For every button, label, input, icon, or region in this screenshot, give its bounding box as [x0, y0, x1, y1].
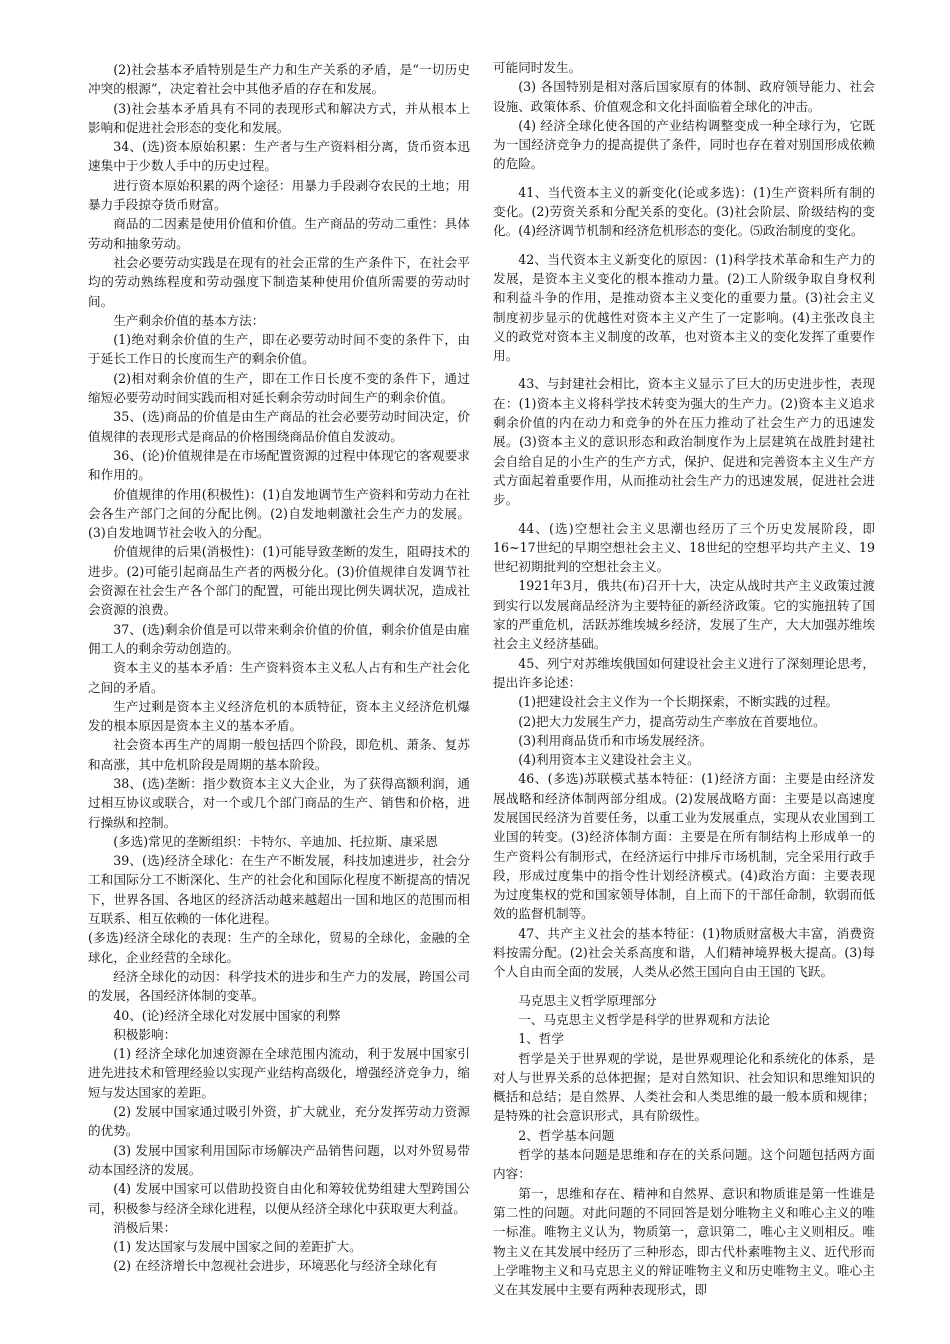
- section-heading: 马克思主义哲学原理部分: [518, 992, 657, 1008]
- paragraph: 商品的二因素是使用价值和价值。生产商品的劳动二重性：具体劳动和抽象劳动。: [88, 216, 470, 251]
- paragraph: 经济全球化的动因：科学技术的进步和生产力的发展，跨国公司的发展，各国经济体制的变革。: [88, 968, 470, 1004]
- paragraph: 社会资本再生产的周期一般包括四个阶段，即危机、萧条、复苏和高涨，其中危机阶段是周期的基本阶段。: [88, 737, 470, 772]
- paragraph: (多选)经济全球化的表现：生产的全球化，贸易的全球化，金融的全球化，企业经营的全球化。: [88, 930, 470, 965]
- paragraph: (1)绝对剩余价值的生产，即在必要劳动时间不变的条件下，由于延长工作日的长度而生产的剩余价值。: [88, 332, 470, 367]
- paragraph: 41、当代资本主义的新变化(论或多选)：(1)生产资料所有制的变化。(2)劳资关系和分配关系的变化。(3)社会阶层、阶级结构的变化。(4)经济调节机制和经济危机形态的变化。⑸政治制度的变化。: [493, 184, 875, 239]
- paragraph: 42、当代资本主义新变化的原因：(1)科学技术革命和生产力的发展，是资本主义变化的根本推动力量。(2)工人阶级争取自身权利和利益斗争的作用，是推动资本主义变化的重要力量。(3)社会主义制度初步显示的优越性对资本主义产生了一定影响。(4)主张改良主义的政党对资本主义制度的改革，也对资本主义的变化发挥了重要作用。: [493, 251, 875, 364]
- paragraph: 第一，思维和存在、精神和自然界、意识和物质谁是第一性谁是第二性的问题。对此问题的不同回答是划分唯物主义和唯心主义的唯一标准。唯物主义认为，物质第一，意识第二，唯心主义则相反。唯物主义在其发展中经历了三种形态，即古代朴素唯物主义、近代形而上学唯物主义和马克思主义的辩证唯物主义和历史唯物主义。唯心主义在其发展中主要有两种表现形式，即: [493, 1185, 875, 1298]
- left-column: [88, 60, 470, 1276]
- paragraph: 消极后果：: [113, 1219, 177, 1235]
- paragraph: 38、(选)垄断：指少数资本主义大企业，为了获得高额利润，通过相互协议或联合，对一个或几个部门商品的生产、销售和价格，进行操纵和控制。: [88, 775, 470, 830]
- paragraph: (4)利用资本主义建设社会主义。: [518, 752, 700, 768]
- paragraph: (3) 发展中国家利用国际市场解决产品销售问题，以对外贸易带动本国经济的发展。: [88, 1142, 470, 1177]
- paragraph: 生产过剩是资本主义经济危机的本质特征，资本主义经济危机爆发的根本原因是资本主义的基本矛盾。: [88, 698, 470, 734]
- paragraph: 哲学的基本问题是思维和存在的关系问题。这个问题包括两方面内容：: [493, 1147, 875, 1182]
- right-column: [493, 58, 875, 1299]
- paragraph: 46、(多选)苏联模式基本特征：(1)经济方面：主要是由经济发展战略和经济体制两部分组成。(2)发展战略方面：主要是以高速度发展国民经济为首要任务，以重工业为发展重点，实现从农业国到工业国的转变。(3)经济体制方面：主要是在所有制结构上形成单一的生产资料公有制形式，在经济运行中排斥市场机制，完全采用行政手段，形成过度集中的指令性计划经济模式。(4)政治方面：主要表现为过度集权的党和国家领导体制，自上而下的干部任命制，软弱而低效的监督机制等。: [493, 771, 875, 922]
- paragraph: 资本主义的基本矛盾：生产资料资本主义私人占有和生产社会化之间的矛盾。: [88, 660, 470, 695]
- paragraph: (2) 发展中国家通过吸引外资，扩大就业，充分发挥劳动力资源的优势。: [88, 1104, 470, 1139]
- paragraph: (1)把建设社会主义作为一个长期探索，不断实践的过程。: [518, 694, 839, 710]
- paragraph: 价值规律的后果(消极性)：(1)可能导致垄断的发生，阻碍技术的进步。(2)可能引起商品生产者的两极分化。(3)价值规律自发调节社会资源在社会生产各个部门的配置，可能出现比例失调状况，造成社会资源的浪费。: [88, 544, 470, 618]
- paragraph: (2)把大力发展生产力，提高劳动生产率放在首要地位。: [518, 713, 826, 729]
- paragraph: 43、与封建社会相比，资本主义显示了巨大的历史进步性，表现在：(1)资本主义将科学技术转变为强大的生产力。(2)资本主义追求剩余价值的内在动力和竞争的外在压力推动了社会生产力的迅速发展。(3)资本主义的意识形态和政治制度作为上层建筑在战胜封建社会自给自足的小生产的生产方式，保护、促进和完善资本主义生产方式方面起着重要作用，从而推动社会生产力的迅速发展，促进社会进步。: [493, 376, 875, 508]
- paragraph: 社会必要劳动实践是在现有的社会正常的生产条件下，在社会平均的劳动熟练程度和劳动强度下制造某种使用价值所需要的劳动时间。: [88, 254, 470, 309]
- paragraph: 积极影响：: [113, 1026, 177, 1042]
- paragraph: 进行资本原始积累的两个途径：用暴力手段剥夺农民的土地；用暴力手段掠夺货币财富。: [88, 177, 470, 213]
- paragraph: 价值规律的作用(积极性)：(1)自发地调节生产资料和劳动力在社会各生产部门之间的分配比例。(2)自发地刺激社会生产力的发展。(3)自发地调节社会收入的分配。: [88, 486, 470, 541]
- paragraph: (1) 经济全球化加速资源在全球范围内流动，利于发展中国家引进先进技术和管理经验以实现产业结构高级化，增强经济竞争力，缩短与发达国家的差距。: [88, 1046, 470, 1100]
- paragraph: 哲学是关于世界观的学说，是世界观理论化和系统化的体系，是对人与世界关系的总体把握；是对自然知识、社会知识和思维知识的概括和总结；是自然界、人类社会和人类思维的最一般本质和规律；是特殊的社会意识形式，具有阶级性。: [493, 1050, 875, 1124]
- paragraph: (4) 经济全球化使各国的产业结构调整变成一种全球行为，它既为一国经济竞争力的提高提供了条件，同时也存在着对别国形成依赖的危险。: [493, 117, 875, 172]
- section-heading: 40、(论)经济全球化对发展中国家的利弊: [113, 1007, 341, 1023]
- paragraph: 36、(论)价值规律是在市场配置资源的过程中体现它的客观要求和作用的。: [88, 447, 470, 483]
- paragraph: (多选)常见的垄断组织：卡特尔、辛迪加、托拉斯、康采恩: [113, 833, 438, 849]
- paragraph: 可能同时发生。: [493, 60, 582, 75]
- paragraph: 37、(选)剩余价值是可以带来剩余价值的价值，剩余价值是由雇佣工人的剩余劳动创造的。: [88, 621, 470, 656]
- paragraph: 1921年3月，俄共(布)召开十大，决定从战时共产主义政策过渡到实行以发展商品经济为主要特征的新经济政策。它的实施扭转了国家的严重危机，活跃苏维埃城乡经济，发展了生产，大大加强苏维埃社会主义经济基础。: [493, 578, 875, 652]
- paragraph: 39、(选)经济全球化：在生产不断发展，科技加速进步，社会分工和国际分工不断深化、生产的社会化和国际化程度不断提高的情况下，世界各国、各地区的经济活动越来越超出一国和地区的范围而相互联系、相互依赖的一体化进程。: [88, 853, 470, 927]
- paragraph: 34、(选)资本原始积累：生产者与生产资料相分离，货币资本迅速集中于少数人手中的历史过程。: [88, 139, 470, 174]
- paragraph: 生产剩余价值的基本方法：: [113, 312, 265, 328]
- paragraph: (2)相对剩余价值的生产，即在工作日长度不变的条件下，通过缩短必要劳动时间实践而相对延长剩余劳动时间生产的剩余价值。: [88, 370, 470, 406]
- section-heading: 1、哲学: [518, 1031, 564, 1047]
- paragraph: (2) 在经济增长中忽视社会进步，环境恶化与经济全球化有: [113, 1258, 438, 1274]
- paragraph: (3) 各国特别是相对落后国家原有的体制、政府领导能力、社会设施、政策体系、价值观念和文化抖面临着全球化的冲击。: [493, 79, 875, 114]
- paragraph: (3)利用商品货币和市场发展经济。: [518, 732, 713, 748]
- section-heading: 2、哲学基本问题: [518, 1127, 615, 1143]
- section-heading: 一、马克思主义哲学是科学的世界观和方法论: [518, 1011, 771, 1027]
- paragraph: 35、(选)商品的价值是由生产商品的社会必要劳动时间决定，价值规律的表现形式是商品的价格围绕商品价值自发波动。: [88, 409, 470, 444]
- paragraph: 44、(选)空想社会主义思潮也经历了三个历史发展阶段，即16~17世纪的早期空想社会主义、18世纪的空想平均共产主义、19世纪初期批判的空想社会主义。: [493, 520, 875, 575]
- paragraph: (1) 发达国家与发展中国家之间的差距扩大。: [113, 1239, 362, 1255]
- paragraph: 47、共产主义社会的基本特征：(1)物质财富极大丰富，消费资料按需分配。(2)社会关系高度和谐，人们精神境界极大提高。(3)每个人自由而全面的发展，人类从必然王国向自由王国的飞跃。: [493, 925, 875, 980]
- paragraph: (2)社会基本矛盾特别是生产力和生产关系的矛盾，是“一切历史冲突的根源”，决定着社会中其他矛盾的存在和发展。: [88, 62, 470, 97]
- paragraph: (4) 发展中国家可以借助投资自由化和筹较优势组建大型跨国公司，积极参与经济全球化进程，以便从经济全球化中获取更大利益。: [88, 1181, 470, 1216]
- paragraph: 45、列宁对苏维埃俄国如何建设社会主义进行了深刻理论思考，提出许多论述：: [493, 655, 875, 690]
- paragraph: (3)社会基本矛盾具有不同的表现形式和解决方式，并从根本上影响和促进社会形态的变化和发展。: [88, 100, 470, 135]
